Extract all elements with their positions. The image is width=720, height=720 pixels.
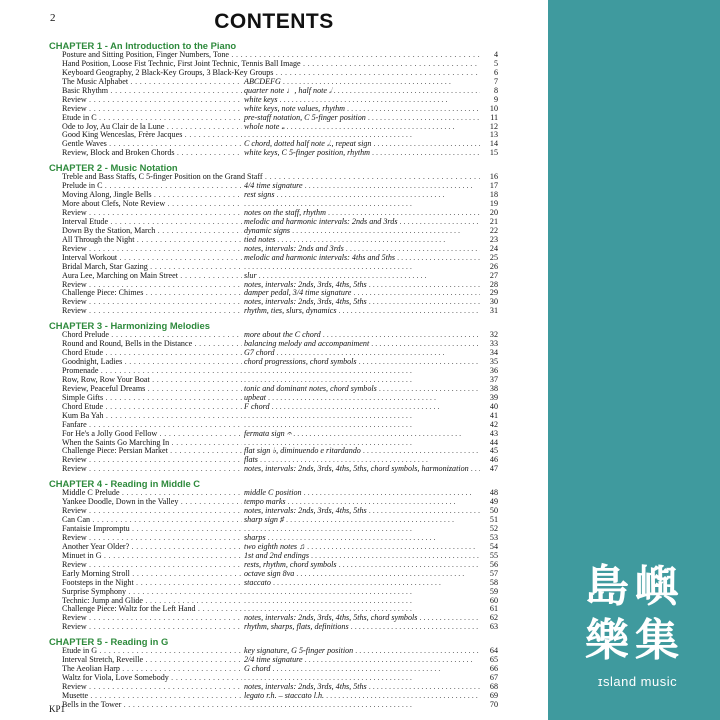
entry-concept: flats . . .: [242, 456, 484, 465]
toc-entry: [49, 367, 498, 376]
brand-name: ɪsland music: [597, 674, 678, 689]
entry-page-number: 36: [480, 367, 498, 376]
toc-entry: [49, 131, 498, 140]
entry-title: Review . . .: [62, 245, 242, 254]
entry-page-number: 23: [480, 236, 498, 245]
toc-entry: [49, 227, 498, 236]
toc-entry: [49, 263, 498, 272]
toc-entry: [49, 692, 498, 701]
entry-title: Etude in G . . .: [62, 647, 242, 656]
entry-concept: 2/4 time signature . . .: [242, 656, 484, 665]
entry-concept: tied notes . . .: [242, 236, 484, 245]
entry-page-number: 24: [480, 245, 498, 254]
toc-entry: [49, 403, 498, 412]
page-title: CONTENTS: [214, 10, 334, 33]
entry-page-number: 55: [480, 552, 498, 561]
entry-page-number: 27: [480, 272, 498, 281]
entry-title: Chord Etude . . .: [62, 349, 242, 358]
entry-title: Round and Round, Bells in the Distance . . .: [62, 340, 242, 349]
toc-entry: [49, 236, 498, 245]
entry-concept: [242, 588, 484, 597]
entry-page-number: 51: [480, 516, 498, 525]
toc-entry: [49, 552, 498, 561]
entry-title: Bridal March, Star Gazing . . .: [62, 263, 242, 272]
entry-page-number: 64: [480, 647, 498, 656]
entry-page-number: 49: [480, 498, 498, 507]
chapter-heading: CHAPTER 3 - Harmonizing Melodies: [49, 320, 210, 332]
entry-page-number: 6: [480, 69, 498, 78]
entry-concept: ABCDEFG . . .: [242, 78, 484, 87]
toc-entry: [49, 701, 498, 710]
entry-concept: fermata sign 𝄐 . . .: [242, 430, 484, 439]
entry-title: Fanfare . . .: [62, 421, 242, 430]
toc-entry: [49, 439, 498, 448]
toc-entry: [49, 182, 498, 191]
entry-page-number: 10: [480, 105, 498, 114]
toc-entry: [49, 149, 498, 158]
entry-concept: rest signs . . .: [242, 191, 484, 200]
entry-title: Basic Rhythm . . .: [62, 87, 242, 96]
toc-entry: [49, 534, 498, 543]
entry-title: Middle C Prelude . . .: [62, 489, 242, 498]
entry-title: Waltz for Viola, Love Somebody . . .: [62, 674, 242, 683]
entry-page-number: 57: [480, 570, 498, 579]
entry-page-number: 62: [480, 614, 498, 623]
entry-title: Review, Peaceful Dreams . . .: [62, 385, 242, 394]
chapter-heading: CHAPTER 1 - An Introduction to the Piano: [49, 40, 237, 51]
entry-concept: [242, 597, 484, 606]
entry-concept: 1st and 2nd endings . . .: [242, 552, 484, 561]
toc-entry: [49, 430, 498, 439]
toc-entry: [49, 456, 498, 465]
entry-page-number: 39: [480, 394, 498, 403]
entry-title: Interval Etude . . .: [62, 218, 242, 227]
toc-entry: [49, 394, 498, 403]
entry-title: Ode to Joy, Au Clair de la Lune . . .: [62, 123, 242, 132]
entry-title: Fantaisie Impromptu . . .: [62, 525, 242, 534]
toc-entry: [49, 349, 498, 358]
toc-entry: [49, 340, 498, 349]
entry-concept: notes, intervals: 2nds, 3rds, 4ths, 5ths . . .: [242, 507, 484, 516]
toc-entry: [49, 123, 498, 132]
toc-entry: [49, 498, 498, 507]
toc-entry: [49, 674, 498, 683]
entry-page-number: 21: [480, 218, 498, 227]
entry-title: Bells in the Tower . . .: [62, 701, 242, 710]
entry-concept: upbeat . . .: [242, 394, 484, 403]
toc-entry: [49, 489, 498, 498]
entry-concept: notes, intervals: 2nds, 3rds, 4ths, 5ths, chord symbols, harmonization . . .: [242, 465, 484, 474]
entry-title: Review . . .: [62, 561, 242, 570]
toc-entry: [49, 465, 498, 474]
toc-entry: [49, 614, 498, 623]
entry-concept: flat sign ♭, diminuendo e ritardando . . .: [242, 447, 484, 456]
toc-entry: [49, 385, 498, 394]
toc-entry: [49, 254, 498, 263]
entry-title: Posture and Sitting Position, Finger Numbers, Tone . . .: [62, 51, 492, 60]
entry-title: Early Morning Stroll . . .: [62, 570, 242, 579]
toc-entry: [49, 200, 498, 209]
entry-title: Review . . .: [62, 683, 242, 692]
entry-page-number: 8: [480, 87, 498, 96]
entry-concept: [242, 674, 484, 683]
entry-title: Review . . .: [62, 281, 242, 290]
toc-entry: [49, 60, 498, 69]
entry-concept: G7 chord . . .: [242, 349, 484, 358]
entry-title: For He's a Jolly Good Fellow . . .: [62, 430, 242, 439]
entry-concept: 4/4 time signature . . .: [242, 182, 484, 191]
entry-title: Yankee Doodle, Down in the Valley . . .: [62, 498, 242, 507]
entry-title: Review . . .: [62, 456, 242, 465]
entry-page-number: 16: [480, 173, 498, 182]
entry-title: Minuet in G . . .: [62, 552, 242, 561]
entry-page-number: 30: [480, 298, 498, 307]
entry-title: Review . . .: [62, 105, 242, 114]
entry-concept: middle C position . . .: [242, 489, 484, 498]
toc-entry: [49, 358, 498, 367]
entry-concept: rhythm, ties, slurs, dynamics . . .: [242, 307, 484, 316]
entry-page-number: 34: [480, 349, 498, 358]
entry-title: Surprise Symphony . . .: [62, 588, 242, 597]
entry-page-number: 59: [480, 588, 498, 597]
entry-title: Aura Lee, Marching on Main Street . . .: [62, 272, 242, 281]
toc-entry: [49, 543, 498, 552]
entry-title: Chord Prelude . . .: [62, 331, 242, 340]
entry-title: Review . . .: [62, 209, 242, 218]
entry-title: Treble and Bass Staffs, C 5-finger Position on the Grand Staff . . .: [62, 173, 492, 182]
entry-page-number: 52: [480, 525, 498, 534]
entry-concept: notes, intervals: 2nds, 3rds, 4ths, 5ths . . .: [242, 281, 484, 290]
entry-concept: [242, 605, 484, 614]
entry-concept: C chord, dotted half note 𝅗𝅥., repeat sign . . .: [242, 140, 484, 149]
entry-title: Review . . .: [62, 465, 242, 474]
logo-line-2: 樂集: [585, 615, 685, 666]
entry-concept: [242, 439, 484, 448]
entry-page-number: 67: [480, 674, 498, 683]
toc-entry: [49, 665, 498, 674]
entry-concept: two eighth notes ♫ . . .: [242, 543, 484, 552]
entry-page-number: 47: [480, 465, 498, 474]
entry-page-number: 63: [480, 623, 498, 632]
entry-title: Another Year Older? . . .: [62, 543, 242, 552]
entry-title: Review . . .: [62, 507, 242, 516]
entry-page-number: 19: [480, 200, 498, 209]
entry-concept: [242, 367, 484, 376]
entry-page-number: 22: [480, 227, 498, 236]
entry-concept: F chord . . .: [242, 403, 484, 412]
chapter-heading: CHAPTER 2 - Music Notation: [49, 162, 178, 174]
entry-page-number: 50: [480, 507, 498, 516]
toc-entry: [49, 561, 498, 570]
toc-entry: [49, 272, 498, 281]
entry-concept: melodic and harmonic intervals: 2nds and 3rds . . .: [242, 218, 484, 227]
entry-page-number: 65: [480, 656, 498, 665]
entry-page-number: 35: [480, 358, 498, 367]
entry-title: Moving Along, Jingle Bells . . .: [62, 191, 242, 200]
table-of-contents: [49, 40, 498, 710]
entry-concept: legato r.h. – staccato l.h. . . .: [242, 692, 484, 701]
entry-title: Kum Ba Yah . . .: [62, 412, 242, 421]
entry-concept: notes on the staff, rhythm . . .: [242, 209, 484, 218]
entry-title: Gentle Waves . . .: [62, 140, 242, 149]
entry-title: All Through the Night . . .: [62, 236, 242, 245]
entry-concept: notes, intervals: 2nds, 3rds, 4ths, 5ths, chord symbols . . .: [242, 614, 484, 623]
entry-title: Review . . .: [62, 96, 242, 105]
toc-entry: [49, 96, 498, 105]
entry-concept: quarter note ♩, half note 𝅗𝅥 . . .: [242, 87, 484, 96]
page-number: 2: [50, 12, 56, 24]
entry-concept: [242, 701, 484, 710]
entry-concept: [242, 376, 484, 385]
toc-entry: [49, 683, 498, 692]
entry-concept: white keys, note values, rhythm . . .: [242, 105, 484, 114]
toc-entry: [49, 87, 498, 96]
entry-title: The Music Alphabet . . .: [62, 78, 242, 87]
entry-title: Etude in C . . .: [62, 114, 242, 123]
entry-title: Promenade . . .: [62, 367, 242, 376]
toc-entry: [49, 447, 498, 456]
toc-entry: [49, 307, 498, 316]
entry-title: Simple Gifts . . .: [62, 394, 242, 403]
entry-concept: [242, 421, 484, 430]
entry-page-number: 44: [480, 439, 498, 448]
entry-title: Review . . .: [62, 298, 242, 307]
toc-entry: [49, 376, 498, 385]
entry-page-number: 45: [480, 447, 498, 456]
entry-page-number: 40: [480, 403, 498, 412]
entry-page-number: 41: [480, 412, 498, 421]
entry-title: Prelude in C . . .: [62, 182, 242, 191]
entry-concept: balancing melody and accompaniment . . .: [242, 340, 484, 349]
entry-concept: notes, intervals: 2nds, 3rds, 4ths, 5ths . . .: [242, 683, 484, 692]
entry-concept: sharp sign ♯ . . .: [242, 516, 484, 525]
toc-entry: [49, 209, 498, 218]
entry-title: Row, Row, Row Your Boat . . .: [62, 376, 242, 385]
entry-concept: white keys, C 5-finger position, rhythm . . .: [242, 149, 484, 158]
entry-page-number: 32: [480, 331, 498, 340]
toc-entry: [49, 105, 498, 114]
entry-concept: whole note 𝅝 . . .: [242, 123, 484, 132]
toc-entry: [49, 597, 498, 606]
entry-title: Musette . . .: [62, 692, 242, 701]
entry-title: Technic: Jump and Glide . . .: [62, 597, 242, 606]
entry-concept: rhythm, sharps, flats, definitions . . .: [242, 623, 484, 632]
entry-title: Challenge Piece: Waltz for the Left Hand . . .: [62, 605, 242, 614]
entry-concept: [242, 525, 484, 534]
entry-title: Chord Etude . . .: [62, 403, 242, 412]
entry-page-number: 25: [480, 254, 498, 263]
entry-page-number: 43: [480, 430, 498, 439]
entry-title: Interval Stretch, Reveille . . .: [62, 656, 242, 665]
entry-page-number: 46: [480, 456, 498, 465]
entry-concept: [242, 200, 484, 209]
entry-title: Challenge Piece: Persian Market . . .: [62, 447, 242, 456]
entry-concept: rests, rhythm, chord symbols . . .: [242, 561, 484, 570]
entry-page-number: 48: [480, 489, 498, 498]
entry-concept: staccato . . .: [242, 579, 484, 588]
entry-page-number: 20: [480, 209, 498, 218]
entry-page-number: 37: [480, 376, 498, 385]
entry-page-number: 66: [480, 665, 498, 674]
entry-title: Keyboard Geography, 2 Black-Key Groups, 3 Black-Key Groups . . .: [62, 69, 492, 78]
toc-entry: [49, 78, 498, 87]
entry-title: Review . . .: [62, 614, 242, 623]
toc-entry: [49, 656, 498, 665]
entry-title: Review . . .: [62, 623, 242, 632]
entry-page-number: 13: [480, 131, 498, 140]
entry-concept: white keys . . .: [242, 96, 484, 105]
toc-entry: [49, 623, 498, 632]
entry-concept: slur . . .: [242, 272, 484, 281]
toc-entry: [49, 245, 498, 254]
entry-concept: [242, 263, 484, 272]
entry-title: Footsteps in the Night . . .: [62, 579, 242, 588]
toc-entry: [49, 173, 498, 182]
entry-title: Challenge Piece: Chimes . . .: [62, 289, 242, 298]
entry-page-number: 69: [480, 692, 498, 701]
entry-page-number: 28: [480, 281, 498, 290]
toc-entry: [49, 516, 498, 525]
entry-page-number: 12: [480, 123, 498, 132]
entry-page-number: 26: [480, 263, 498, 272]
toc-entry: [49, 51, 498, 60]
entry-page-number: 42: [480, 421, 498, 430]
entry-page-number: 58: [480, 579, 498, 588]
entry-concept: more about the C chord . . .: [242, 331, 484, 340]
logo-line-1: 島嶼: [585, 561, 685, 612]
entry-concept: damper pedal, 3/4 time signature . . .: [242, 289, 484, 298]
toc-entry: [49, 69, 498, 78]
toc-entry: [49, 218, 498, 227]
entry-page-number: 9: [480, 96, 498, 105]
island-music-logo: [565, 560, 705, 668]
entry-concept: notes, intervals: 2nds and 3rds . . .: [242, 245, 484, 254]
entry-page-number: 53: [480, 534, 498, 543]
entry-concept: dynamic signs . . .: [242, 227, 484, 236]
entry-page-number: 7: [480, 78, 498, 87]
entry-page-number: 4: [480, 51, 498, 60]
toc-entry: [49, 605, 498, 614]
entry-page-number: 17: [480, 182, 498, 191]
entry-title: Interval Workout . . .: [62, 254, 242, 263]
entry-title: Down By the Station, March . . .: [62, 227, 242, 236]
entry-page-number: 11: [480, 114, 498, 123]
entry-concept: octave sign 8va . . .: [242, 570, 484, 579]
entry-title: Can Can . . .: [62, 516, 242, 525]
chapter-heading: CHAPTER 5 - Reading in G: [49, 636, 169, 648]
toc-entry: [49, 579, 498, 588]
entry-page-number: 70: [480, 701, 498, 710]
entry-page-number: 54: [480, 543, 498, 552]
toc-entry: [49, 588, 498, 597]
entry-page-number: 60: [480, 597, 498, 606]
toc-entry: [49, 412, 498, 421]
toc-entry: [49, 191, 498, 200]
chapter-heading: CHAPTER 4 - Reading in Middle C: [49, 478, 201, 490]
toc-entry: [49, 507, 498, 516]
entry-page-number: 38: [480, 385, 498, 394]
entry-concept: pre-staff notation, C 5-finger position . . .: [242, 114, 484, 123]
toc-entry: [49, 289, 498, 298]
entry-page-number: 31: [480, 307, 498, 316]
toc-entry: [49, 647, 498, 656]
entry-page-number: 68: [480, 683, 498, 692]
footer-code: KP1: [49, 704, 66, 714]
entry-concept: tempo marks . . .: [242, 498, 484, 507]
entry-page-number: 61: [480, 605, 498, 614]
entry-concept: chord progressions, chord symbols . . .: [242, 358, 484, 367]
entry-concept: sharps . . .: [242, 534, 484, 543]
entry-concept: key signature, G 5-finger position . . .: [242, 647, 484, 656]
entry-page-number: 56: [480, 561, 498, 570]
entry-title: The Aeolian Harp . . .: [62, 665, 242, 674]
entry-title: More about Clefs, Note Review . . .: [62, 200, 242, 209]
toc-entry: [49, 570, 498, 579]
entry-concept: tonic and dominant notes, chord symbols . . .: [242, 385, 484, 394]
toc-entry: [49, 525, 498, 534]
entry-concept: notes, intervals: 2nds, 3rds, 4ths, 5ths . . .: [242, 298, 484, 307]
entry-concept: [242, 412, 484, 421]
entry-page-number: 33: [480, 340, 498, 349]
toc-entry: [49, 421, 498, 430]
entry-page-number: 29: [480, 289, 498, 298]
toc-entry: [49, 114, 498, 123]
entry-page-number: 5: [480, 60, 498, 69]
toc-entry: [49, 281, 498, 290]
entry-title: Goodnight, Ladies . . .: [62, 358, 242, 367]
toc-entry: [49, 331, 498, 340]
entry-title: Review . . .: [62, 534, 242, 543]
toc-entry: [49, 140, 498, 149]
entry-concept: melodic and harmonic intervals: 4ths and 5ths . . .: [242, 254, 484, 263]
entry-page-number: 14: [480, 140, 498, 149]
entry-title: Review, Block and Broken Chords . . .: [62, 149, 242, 158]
entry-page-number: 18: [480, 191, 498, 200]
entry-page-number: 15: [480, 149, 498, 158]
entry-concept: G chord . . .: [242, 665, 484, 674]
entry-title: When the Saints Go Marching In . . .: [62, 439, 242, 448]
entry-title: Good King Wenceslas, Frère Jacques . . .: [62, 131, 242, 140]
entry-title: Hand Position, Loose Fist Technic, First Joint Technic, Tennis Ball Image . . .: [62, 60, 492, 69]
entry-concept: [242, 131, 484, 140]
entry-title: Review . . .: [62, 307, 242, 316]
toc-entry: [49, 298, 498, 307]
